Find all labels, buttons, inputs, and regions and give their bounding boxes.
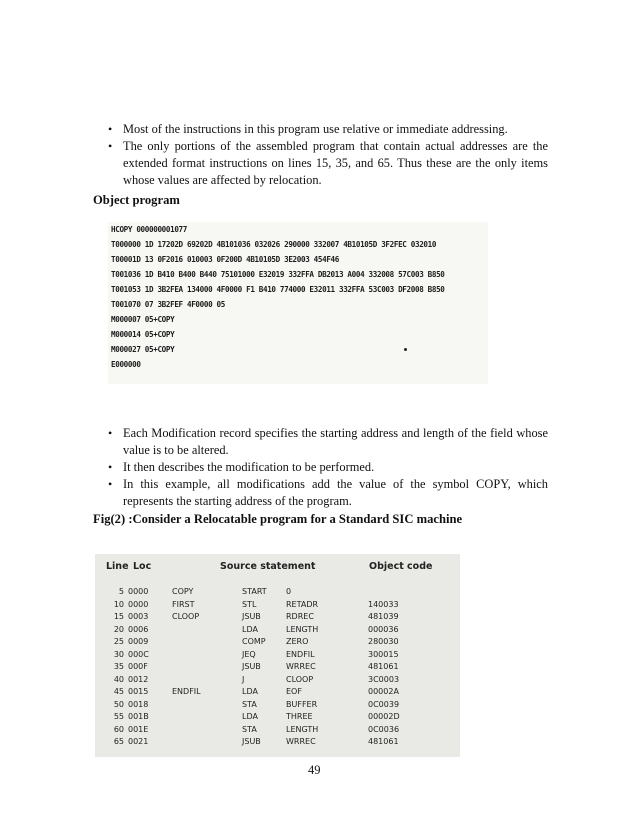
location: 0015 bbox=[128, 687, 149, 696]
scan-speck bbox=[404, 348, 407, 351]
location: 0009 bbox=[128, 637, 149, 646]
table-row bbox=[95, 625, 460, 635]
operand: BUFFER bbox=[286, 699, 318, 709]
object-code: 300015 bbox=[368, 649, 399, 659]
table-row bbox=[95, 600, 460, 610]
opcode: STA bbox=[242, 699, 257, 709]
operand: CLOOP bbox=[286, 674, 314, 684]
location: 0000 bbox=[128, 599, 149, 609]
location: 001B bbox=[128, 712, 149, 721]
modification-record: M000014 05+COPY bbox=[111, 330, 175, 339]
line-number: 40 bbox=[113, 674, 124, 684]
header-record: HCOPY 000000001077 bbox=[111, 225, 187, 234]
object-program-image bbox=[108, 222, 488, 384]
line-number: 10 bbox=[113, 599, 124, 609]
operand: EOF bbox=[286, 687, 302, 696]
column-header-object: Object code bbox=[369, 561, 433, 572]
table-row bbox=[95, 662, 460, 672]
opcode: LDA bbox=[242, 712, 258, 721]
operand: ENDFIL bbox=[286, 649, 315, 659]
text-record: T00001D 13 0F2016 010003 0F200D 4B10105D 3E2003 454F46 bbox=[111, 255, 339, 264]
opcode: JSUB bbox=[242, 737, 261, 746]
bullet-item: • In this example, all modifications add the value of the symbol COPY, which represents the starting address of the program. bbox=[108, 476, 548, 510]
line-number: 15 bbox=[113, 612, 124, 621]
table-row bbox=[95, 712, 460, 722]
figure-caption: Fig(2) :Consider a Relocatable program for a Standard SIC machine bbox=[93, 512, 463, 526]
object-code: 481039 bbox=[368, 612, 399, 621]
operand: THREE bbox=[286, 712, 313, 721]
line-number: 5 bbox=[118, 587, 124, 596]
object-code: 0C0036 bbox=[368, 724, 400, 734]
column-header-source: Source statement bbox=[220, 561, 316, 572]
table-row bbox=[95, 637, 460, 647]
location: 000F bbox=[128, 662, 148, 671]
page-number: 49 bbox=[308, 763, 321, 777]
operand: RETADR bbox=[286, 599, 319, 609]
text-record: T001070 07 3B2FEF 4F0000 05 bbox=[111, 300, 225, 309]
line-number: 20 bbox=[113, 624, 124, 634]
bullet-item: • The only portions of the assembled program that contain actual addresses are the extended format instructions on lines 15, 35, and 65. Thus these are the only items whose values are affected by relocation. bbox=[108, 138, 548, 189]
object-code: 00002D bbox=[368, 712, 400, 721]
object-code: 0C0039 bbox=[368, 699, 400, 709]
end-record: E000000 bbox=[111, 360, 141, 369]
table-row bbox=[95, 650, 460, 660]
location: 0018 bbox=[128, 699, 149, 709]
location: 0003 bbox=[128, 612, 149, 621]
operand: WRREC bbox=[286, 662, 316, 671]
table-row bbox=[95, 612, 460, 622]
table-row bbox=[95, 737, 460, 747]
location: 001E bbox=[128, 724, 149, 734]
line-number: 65 bbox=[113, 737, 124, 746]
line-number: 50 bbox=[113, 699, 124, 709]
source-program-image bbox=[95, 554, 460, 757]
opcode: STA bbox=[242, 724, 257, 734]
object-code: 481061 bbox=[368, 737, 399, 746]
operand: 0 bbox=[286, 587, 292, 596]
bullet-item: • Each Modification record specifies the starting address and length of the field whose value is to be altered. bbox=[108, 425, 548, 459]
line-number: 45 bbox=[113, 687, 124, 696]
line-number: 30 bbox=[113, 649, 124, 659]
table-row bbox=[95, 700, 460, 710]
opcode: COMP bbox=[242, 637, 266, 646]
line-number: 55 bbox=[113, 712, 124, 721]
object-code: 00002A bbox=[368, 687, 399, 696]
opcode: LDA bbox=[242, 624, 258, 634]
opcode: START bbox=[242, 587, 267, 596]
table-row bbox=[95, 687, 460, 697]
line-number: 60 bbox=[113, 724, 124, 734]
label: FIRST bbox=[172, 599, 195, 609]
column-header-line: Line bbox=[106, 561, 129, 572]
operand: ZERO bbox=[286, 637, 309, 646]
modification-record: M000007 05+COPY bbox=[111, 315, 175, 324]
label: ENDFIL bbox=[172, 687, 201, 696]
text-record: T001053 1D 3B2FEA 134000 4F0000 F1 B410 774000 E32011 332FFA 53C003 DF2008 B850 bbox=[111, 285, 445, 294]
text-record: T000000 1D 17202D 69202D 4B101036 032026 290000 332007 4B10105D 3F2FEC 032010 bbox=[111, 240, 437, 249]
operand: RDREC bbox=[286, 612, 314, 621]
modification-notes-list bbox=[108, 425, 548, 510]
location: 000C bbox=[128, 649, 149, 659]
opcode: JSUB bbox=[242, 612, 261, 621]
table-row bbox=[95, 675, 460, 685]
location: 0021 bbox=[128, 737, 149, 746]
label: COPY bbox=[172, 587, 194, 596]
location: 0006 bbox=[128, 624, 149, 634]
line-number: 25 bbox=[113, 637, 124, 646]
object-code: 481061 bbox=[368, 662, 399, 671]
opcode: JSUB bbox=[242, 662, 261, 671]
location: 0012 bbox=[128, 674, 149, 684]
object-code: 280030 bbox=[368, 637, 399, 646]
location: 0000 bbox=[128, 587, 149, 596]
operand: WRREC bbox=[286, 737, 316, 746]
object-code: 000036 bbox=[368, 624, 399, 634]
operand: LENGTH bbox=[286, 624, 319, 634]
opcode: LDA bbox=[242, 687, 258, 696]
object-code: 3C0003 bbox=[368, 674, 400, 684]
table-row bbox=[95, 587, 460, 597]
table-row bbox=[95, 725, 460, 735]
object-code: 140033 bbox=[368, 599, 399, 609]
bullet-item: • Most of the instructions in this program use relative or immediate addressing. bbox=[108, 121, 548, 138]
line-number: 35 bbox=[113, 662, 124, 671]
label: CLOOP bbox=[172, 612, 200, 621]
opcode: JEQ bbox=[242, 649, 256, 659]
opcode: STL bbox=[242, 599, 257, 609]
text-record: T001036 1D B410 B400 B440 75101000 E32019 332FFA DB2013 A004 332008 57C003 B850 bbox=[111, 270, 445, 279]
opcode: J bbox=[242, 674, 245, 684]
bullet-item: • It then describes the modification to be performed. bbox=[108, 459, 548, 476]
relocation-notes-list bbox=[108, 121, 548, 189]
operand: LENGTH bbox=[286, 724, 319, 734]
column-header-loc: Loc bbox=[133, 561, 152, 572]
object-program-heading: Object program bbox=[93, 193, 180, 207]
modification-record: M000027 05+COPY bbox=[111, 345, 175, 354]
